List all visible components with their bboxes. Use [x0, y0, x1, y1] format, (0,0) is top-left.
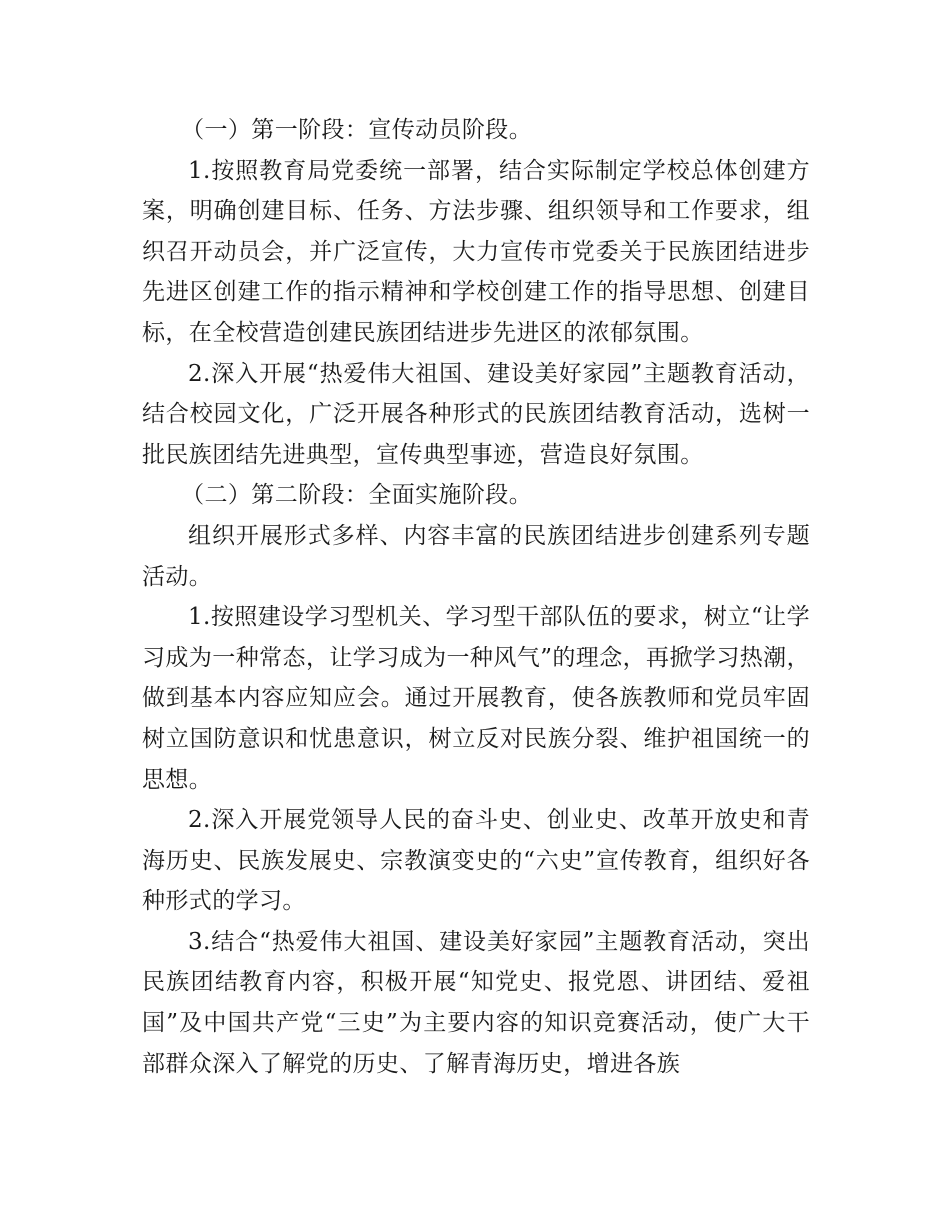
paragraph-stage-two-item-1: 1.按照建设学习型机关、学习型干部队伍的要求，树立“让学习成为一种常态，让学习成为一种风气”的理念，再掀学习热潮，做到基本内容应知应会。通过开展教育，使各族教师和党员牢固树立国防意识和忧患意识，树立反对民族分裂、维护祖国统一的思想。 [142, 604, 810, 793]
paragraph-stage-one-item-2: 2.深入开展“热爱伟大祖国、建设美好家园”主题教育活动，结合校园文化，广泛开展各种形式的民族团结教育活动，选树一批民族团结先进典型，宣传典型事迹，营造良好氛围。 [142, 360, 810, 468]
paragraph-stage-one-item-1: 1.按照教育局党委统一部署，结合实际制定学校总体创建方案，明确创建目标、任务、方法步骤、组织领导和工作要求，组织召开动员会，并广泛宣传，大力宣传市党委关于民族团结进步先进区创建工作的指示精神和学校创建工作的指导思想、创建目标，在全校营造创建民族团结进步先进区的浓郁氛围。 [142, 157, 810, 346]
paragraph-stage-two-item-3: 3.结合“热爱伟大祖国、建设美好家园”主题教育活动，突出民族团结教育内容，积极开展“知党史、报党恩、讲团结、爱祖国”及中国共产党“三史”为主要内容的知识竞赛活动，使广大干部群众深入了解党的历史、了解青海历史，增进各族 [142, 928, 810, 1077]
paragraph-stage-two-intro: 组织开展形式多样、内容丰富的民族团结进步创建系列专题活动。 [142, 522, 810, 590]
section-heading-stage-two: （二）第二阶段：全面实施阶段。 [181, 482, 533, 509]
document-body [142, 110, 810, 1084]
paragraph-stage-two-item-2: 2.深入开展党领导人民的奋斗史、创业史、改革开放史和青海历史、民族发展史、宗教演变史的“六史”宣传教育，组织好各种形式的学习。 [142, 807, 810, 915]
section-heading-stage-one: （一）第一阶段：宣传动员阶段。 [181, 117, 533, 143]
